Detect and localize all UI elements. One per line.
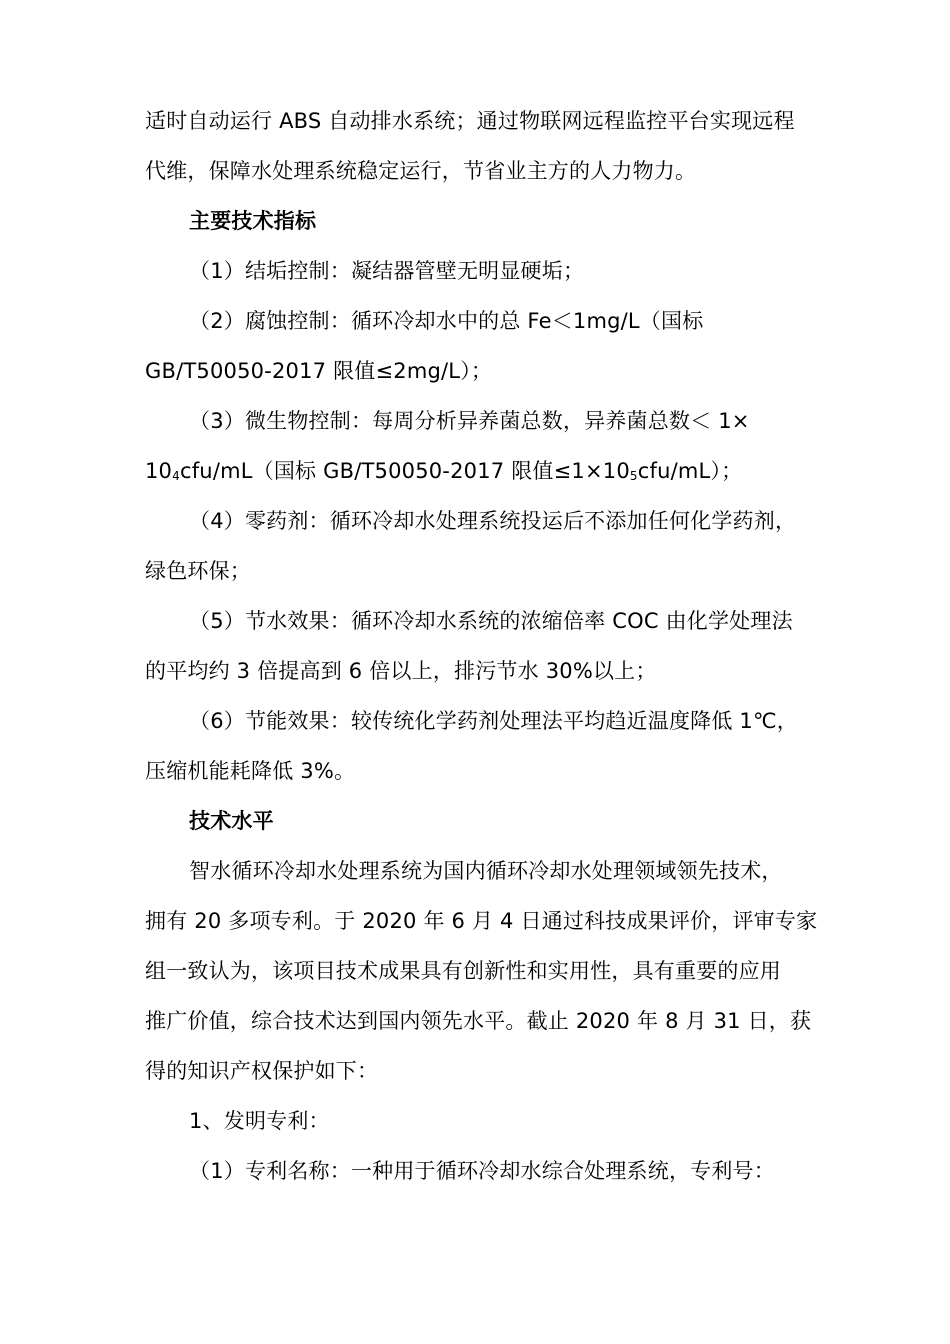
section-heading-tech-level: 技术水平	[189, 809, 274, 833]
list-heading-invention-patents: 1、发明专利：	[189, 1109, 330, 1133]
section-heading-main-indicators: 主要技术指标	[189, 209, 317, 233]
paragraph-line-1: 适时自动运行 ABS 自动排水系统；通过物联网远程监控平台实现远程	[145, 109, 795, 133]
text-segment: 10	[145, 459, 173, 483]
indicator-item-4: （4）零药剂：循环冷却水处理系统投运后不添加任何化学药剂，	[189, 509, 797, 533]
indicator-item-6: （6）节能效果：较传统化学药剂处理法平均趋近温度降低 1℃，	[189, 709, 798, 733]
indicator-item-4-continued: 绿色环保；	[145, 559, 251, 583]
indicator-item-5: （5）节水效果：循环冷却水系统的浓缩倍率 COC 由化学处理法	[189, 609, 793, 633]
paragraph-tech-line-1: 智水循环冷却水处理系统为国内循环冷却水处理领域领先技术，	[189, 859, 783, 883]
paragraph-tech-line-5: 得的知识产权保护如下：	[145, 1059, 379, 1083]
indicator-item-5-continued: 的平均约 3 倍提高到 6 倍以上，排污节水 30%以上；	[145, 659, 657, 683]
paragraph-tech-line-3: 组一致认为，该项目技术成果具有创新性和实用性，具有重要的应用	[145, 959, 781, 983]
text-segment: cfu/mL）；	[637, 459, 743, 483]
indicator-item-2-continued: GB/T50050-2017 限值≤2mg/L）；	[145, 359, 493, 383]
text-segment: cfu/mL（国标 GB/T50050-2017 限值≤1×10	[179, 459, 630, 483]
patent-item-1: （1）专利名称：一种用于循环冷却水综合处理系统，专利号：	[189, 1159, 775, 1183]
indicator-item-1: （1）结垢控制：凝结器管壁无明显硬垢；	[189, 259, 585, 283]
superscript-exponent: 4	[172, 469, 180, 483]
indicator-item-3: （3）微生物控制：每周分析异养菌总数，异养菌总数＜ 1×	[189, 409, 750, 433]
paragraph-tech-line-2: 拥有 20 多项专利。于 2020 年 6 月 4 日通过科技成果评价，评审专家	[145, 909, 818, 933]
indicator-item-2: （2）腐蚀控制：循环冷却水中的总 Fe＜1mg/L（国标	[189, 309, 704, 333]
superscript-exponent: 5	[629, 469, 638, 483]
indicator-item-6-continued: 压缩机能耗降低 3%。	[145, 759, 356, 783]
paragraph-line-2: 代维，保障水处理系统稳定运行，节省业主方的人力物力。	[145, 159, 697, 183]
paragraph-tech-line-4: 推广价值，综合技术达到国内领先水平。截止 2020 年 8 月 31 日，获	[145, 1009, 812, 1033]
indicator-item-3-continued	[145, 456, 807, 486]
